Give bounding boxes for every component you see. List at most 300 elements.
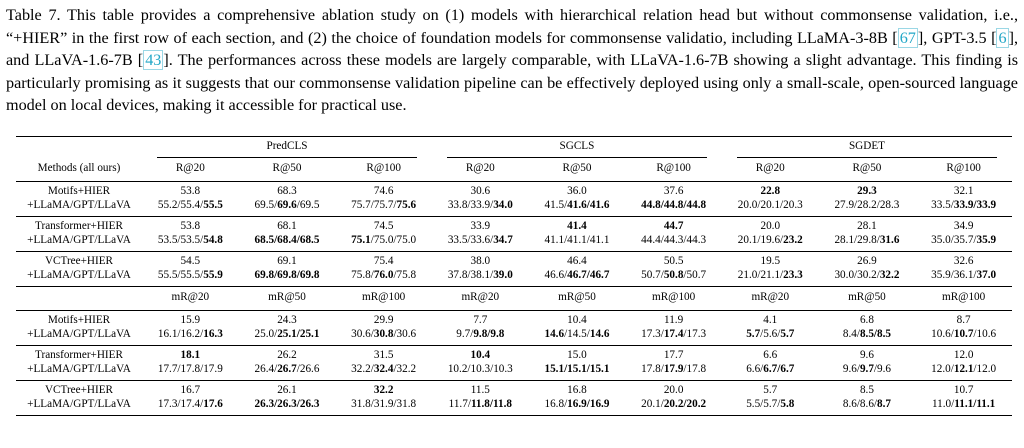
value-text: 29.9 xyxy=(373,314,394,326)
value-text: 68.3 xyxy=(277,185,297,197)
value-bold: 76.0 xyxy=(373,268,394,281)
validated-values xyxy=(336,328,431,342)
value-text: 8.5 xyxy=(859,384,874,396)
base-value xyxy=(723,255,818,269)
method-variant-name: +LLaMA/GPT/LLaVA xyxy=(27,327,131,340)
base-value xyxy=(820,314,915,328)
method-name-cell xyxy=(16,216,142,251)
validated-values xyxy=(626,234,721,248)
value-text: 37.6 xyxy=(663,185,684,197)
value-bold: 69.6 xyxy=(277,198,297,211)
value-bold: 32.2 xyxy=(373,384,394,396)
table-cell xyxy=(625,181,722,216)
methods-header-cell xyxy=(16,286,142,310)
validated-values xyxy=(433,199,528,213)
base-value xyxy=(143,255,238,269)
validated-values xyxy=(433,234,528,248)
validated-values xyxy=(820,234,915,248)
value-text: 20.1/19.6/ xyxy=(737,233,784,246)
value-bold: 8.5/8.5 xyxy=(859,327,892,340)
validated-values xyxy=(433,398,528,412)
method-variant-name: +LLaMA/GPT/LLaVA xyxy=(27,397,131,410)
value-text: 33.8/33.9/ xyxy=(447,198,494,211)
value-bold: 75.6 xyxy=(396,198,417,211)
validated-values xyxy=(626,363,721,377)
value-bold: 44.8/44.8/44.8 xyxy=(641,198,707,211)
value-bold: 34.7 xyxy=(493,233,513,246)
value-bold: 20.2/20.2 xyxy=(663,397,707,410)
value-bold: 29.3 xyxy=(857,185,877,197)
method-name-cell xyxy=(16,345,142,380)
value-text: 12.0/ xyxy=(931,362,954,375)
metric-header: mR@50 xyxy=(819,286,916,310)
value-text: 6.6 xyxy=(763,349,778,361)
metric-header: R@50 xyxy=(529,158,626,182)
metric-header: mR@100 xyxy=(915,286,1012,310)
table-cell xyxy=(529,345,626,380)
table-row xyxy=(16,181,1012,216)
value-text: 32.6 xyxy=(953,255,974,267)
validated-values xyxy=(240,398,335,412)
base-value xyxy=(723,220,818,234)
value-bold: 12.1 xyxy=(953,362,974,375)
table-cell xyxy=(722,251,819,286)
table-cell xyxy=(819,345,916,380)
value-text: 5.7 xyxy=(763,384,778,396)
value-text: 35.0/35.7/ xyxy=(931,233,977,246)
method-name-cell xyxy=(16,310,142,345)
validated-values xyxy=(820,269,915,283)
method-base-name: Motifs+HIER xyxy=(47,314,111,326)
citation-link-llama[interactable]: 67 xyxy=(899,28,916,47)
value-bold: 50.8 xyxy=(663,268,684,281)
table-cell xyxy=(722,345,819,380)
base-value xyxy=(530,384,625,398)
value-bold: 11.1/11.1 xyxy=(954,397,996,410)
value-text: 21.0/21.1/ xyxy=(737,268,784,281)
base-value xyxy=(530,255,625,269)
validated-values xyxy=(820,398,915,412)
table-cell xyxy=(335,251,432,286)
value-text: 10.4 xyxy=(567,314,587,326)
metric-header: mR@50 xyxy=(239,286,336,310)
metric-header: mR@50 xyxy=(529,286,626,310)
value-bold: 6.7/6.7 xyxy=(763,362,795,375)
table-cell xyxy=(335,216,432,251)
base-value xyxy=(336,255,431,269)
value-text: 33.5/33.6/ xyxy=(447,233,494,246)
metric-header: R@100 xyxy=(915,158,1012,182)
value-text: /75.8 xyxy=(393,268,417,281)
value-bold: 55.5 xyxy=(203,198,223,211)
base-value xyxy=(240,220,335,234)
base-value xyxy=(240,255,335,269)
table-cell xyxy=(915,216,1012,251)
validated-values xyxy=(530,234,625,248)
table-cell xyxy=(239,181,336,216)
metric-header: R@100 xyxy=(335,158,432,182)
method-name-cell xyxy=(16,251,142,286)
value-text: 6.8 xyxy=(859,314,874,326)
value-bold: 32.2 xyxy=(879,268,900,281)
validated-values xyxy=(530,269,625,283)
value-text: 17.7/17.8/17.9 xyxy=(157,362,223,375)
value-bold: 18.1 xyxy=(180,349,201,361)
validated-values xyxy=(723,398,818,412)
value-text: /12.0 xyxy=(973,362,997,375)
value-text: 74.6 xyxy=(373,185,394,197)
table-cell xyxy=(529,216,626,251)
method-variant-name: +LLaMA/GPT/LLaVA xyxy=(27,198,131,211)
value-text: 25.0/ xyxy=(254,327,278,340)
validated-values xyxy=(626,269,721,283)
value-text: 9.7/ xyxy=(456,327,474,340)
value-text: 19.5 xyxy=(760,255,781,267)
validated-values xyxy=(240,363,335,377)
validated-values xyxy=(336,199,431,213)
table-cell xyxy=(142,251,239,286)
table-row xyxy=(16,345,1012,380)
metric-header: R@20 xyxy=(142,158,239,182)
base-value xyxy=(336,349,431,363)
table-cell xyxy=(625,345,722,380)
value-text: 54.5 xyxy=(180,255,201,267)
table-cell xyxy=(432,216,529,251)
value-bold: 10.7 xyxy=(953,327,974,340)
value-text: 16.1/16.2/ xyxy=(157,327,204,340)
value-text: 33.5/ xyxy=(931,198,954,211)
base-value xyxy=(916,185,1011,199)
value-text: 8.4/ xyxy=(842,327,860,340)
value-text: /30.6 xyxy=(393,327,417,340)
base-value xyxy=(723,185,818,199)
metric-header: R@20 xyxy=(722,158,819,182)
metric-header: R@100 xyxy=(625,158,722,182)
validated-values xyxy=(820,199,915,213)
value-text: /69.5 xyxy=(296,198,320,211)
value-text: /75.0/75.0 xyxy=(370,233,417,246)
value-text: 69.5/ xyxy=(254,198,278,211)
validated-values xyxy=(530,199,625,213)
value-text: 55.2/55.4/ xyxy=(157,198,204,211)
value-bold: 8.7 xyxy=(877,397,892,410)
value-bold: 26.3/26.3/26.3 xyxy=(254,397,320,410)
base-value xyxy=(433,384,528,398)
base-value xyxy=(143,314,238,328)
base-value xyxy=(723,314,818,328)
base-value xyxy=(820,384,915,398)
value-bold: 17.4 xyxy=(663,327,684,340)
validated-values xyxy=(820,328,915,342)
metric-header: mR@20 xyxy=(722,286,819,310)
method-base-name: Transformer+HIER xyxy=(35,349,123,361)
value-text: 46.4 xyxy=(567,255,587,267)
value-text: 6.6/ xyxy=(746,362,764,375)
method-base-name: VCTree+HIER xyxy=(44,384,114,396)
table-cell xyxy=(432,251,529,286)
value-bold: 15.1/15.1/15.1 xyxy=(544,362,610,375)
value-bold: 41.4 xyxy=(567,220,587,232)
group-header-predcls: PredCLS xyxy=(142,137,432,158)
value-text: 41.1/41.1/41.1 xyxy=(544,233,610,246)
base-value xyxy=(143,185,238,199)
validated-values xyxy=(240,199,335,213)
recall-metric-header-row xyxy=(16,158,1012,182)
citation-link-llava[interactable]: 43 xyxy=(145,51,162,69)
value-text: 8.6/8.6/ xyxy=(842,397,878,410)
ablation-table xyxy=(16,136,1012,416)
value-text: 27.9/28.2/28.3 xyxy=(834,198,900,211)
base-value xyxy=(336,220,431,234)
value-text: /50.7 xyxy=(683,268,707,281)
value-bold: 17.6 xyxy=(203,397,223,410)
value-text: 32.2/ xyxy=(351,362,374,375)
value-bold: 5.7 xyxy=(746,327,761,340)
value-bold: 54.8 xyxy=(203,233,223,246)
table-cell xyxy=(335,310,432,345)
table-cell xyxy=(529,310,626,345)
table-cell xyxy=(722,216,819,251)
base-value xyxy=(530,314,625,328)
value-bold: 41.6/41.6 xyxy=(567,198,610,211)
validated-values xyxy=(143,269,238,283)
value-bold: 5.8 xyxy=(780,397,795,410)
table-cell xyxy=(335,181,432,216)
method-base-name: Motifs+HIER xyxy=(47,185,111,197)
value-text: 75.8/ xyxy=(351,268,374,281)
value-text: 17.8/ xyxy=(641,362,664,375)
base-value xyxy=(626,314,721,328)
validated-values xyxy=(723,234,818,248)
value-text: 35.9/36.1/ xyxy=(931,268,977,281)
value-bold: 34.0 xyxy=(493,198,513,211)
value-text: 26.1 xyxy=(277,384,297,396)
validated-values xyxy=(626,328,721,342)
value-text: 37.8/38.1/ xyxy=(447,268,494,281)
value-text: 38.0 xyxy=(470,255,491,267)
citation-link-gpt[interactable]: 6 xyxy=(998,28,1007,47)
value-text: 9.6 xyxy=(859,349,874,361)
value-bold: 10.4 xyxy=(470,349,491,361)
mean-recall-metric-header-row xyxy=(16,286,1012,310)
validated-values xyxy=(626,199,721,213)
value-text: 50.7/ xyxy=(641,268,664,281)
value-text: 31.8/31.9/31.8 xyxy=(351,397,417,410)
validated-values xyxy=(530,363,625,377)
validated-values xyxy=(143,234,238,248)
base-value xyxy=(433,314,528,328)
value-text: 75.7/75.7/ xyxy=(351,198,397,211)
validated-values xyxy=(723,363,818,377)
table-cell xyxy=(819,380,916,415)
validated-values xyxy=(433,363,528,377)
validated-values xyxy=(916,363,1011,377)
base-value xyxy=(240,384,335,398)
value-text: 75.4 xyxy=(373,255,394,267)
table-cell xyxy=(142,380,239,415)
validated-values xyxy=(433,328,528,342)
value-text: /5.6/ xyxy=(760,327,781,340)
value-bold: 23.3 xyxy=(783,268,803,281)
base-value xyxy=(433,349,528,363)
base-value xyxy=(820,255,915,269)
base-value xyxy=(626,349,721,363)
value-bold: 44.7 xyxy=(663,220,684,232)
group-header-sgdet: SGDET xyxy=(722,137,1012,158)
table-cell xyxy=(239,216,336,251)
value-text: 36.0 xyxy=(567,185,587,197)
method-base-name: VCTree+HIER xyxy=(44,255,114,267)
value-bold: 55.9 xyxy=(203,268,223,281)
validated-values xyxy=(143,363,238,377)
base-value xyxy=(336,185,431,199)
table-caption xyxy=(6,4,1018,117)
method-variant-name: +LLaMA/GPT/LLaVA xyxy=(27,362,131,375)
caption-text-2: ], GPT-3.5 [ xyxy=(917,28,997,47)
base-value xyxy=(143,349,238,363)
base-value xyxy=(916,255,1011,269)
validated-values xyxy=(143,199,238,213)
value-bold: 37.0 xyxy=(976,268,997,281)
method-name-cell xyxy=(16,380,142,415)
metric-header: R@50 xyxy=(819,158,916,182)
method-variant-name: +LLaMA/GPT/LLaVA xyxy=(27,268,131,281)
table-row xyxy=(16,380,1012,415)
value-text: /9.6 xyxy=(873,362,892,375)
value-text: 50.5 xyxy=(663,255,684,267)
value-text: 24.3 xyxy=(277,314,297,326)
value-text: 17.3/ xyxy=(641,327,664,340)
value-bold: 9.7 xyxy=(859,362,874,375)
validated-values xyxy=(433,269,528,283)
value-bold: 11.8/11.8 xyxy=(470,397,512,410)
value-text: 30.0/30.2/ xyxy=(834,268,880,281)
value-bold: 22.8 xyxy=(760,185,781,197)
table-cell xyxy=(625,380,722,415)
base-value xyxy=(723,384,818,398)
table-cell xyxy=(915,181,1012,216)
value-bold: 46.7/46.7 xyxy=(567,268,610,281)
value-bold: 14.6 xyxy=(544,327,565,340)
value-bold: 26.7 xyxy=(277,362,297,375)
base-value xyxy=(820,220,915,234)
value-text: 46.6/ xyxy=(544,268,568,281)
method-variant-name: +LLaMA/GPT/LLaVA xyxy=(27,233,131,246)
value-text: 28.1 xyxy=(857,220,877,232)
value-text: 34.9 xyxy=(953,220,974,232)
value-text: 31.5 xyxy=(373,349,394,361)
value-text: 7.7 xyxy=(473,314,488,326)
value-text: 16.8 xyxy=(567,384,587,396)
table-cell xyxy=(335,380,432,415)
value-text: 15.9 xyxy=(180,314,201,326)
table-cell xyxy=(239,310,336,345)
value-bold: 32.4 xyxy=(373,362,394,375)
metric-header: mR@100 xyxy=(625,286,722,310)
validated-values xyxy=(240,328,335,342)
value-bold: 68.5/68.4/68.5 xyxy=(254,233,320,246)
table-cell xyxy=(529,181,626,216)
table-cell xyxy=(142,181,239,216)
metric-header: R@20 xyxy=(432,158,529,182)
validated-values xyxy=(626,398,721,412)
caption-text-3: ], and LLaVA-1.6-7B [ xyxy=(6,28,1019,69)
value-text: /17.8 xyxy=(683,362,707,375)
value-text: /26.6 xyxy=(296,362,320,375)
validated-values xyxy=(723,199,818,213)
value-bold: 5.7 xyxy=(780,327,795,340)
value-text: 26.4/ xyxy=(254,362,278,375)
base-value xyxy=(626,384,721,398)
table-cell xyxy=(819,181,916,216)
value-text: 11.5 xyxy=(470,384,490,396)
value-bold: 23.2 xyxy=(783,233,803,246)
table-cell xyxy=(142,345,239,380)
table-cell xyxy=(915,345,1012,380)
value-text: 4.1 xyxy=(763,314,778,326)
table-cell xyxy=(722,310,819,345)
metric-header: mR@100 xyxy=(335,286,432,310)
base-value xyxy=(433,220,528,234)
value-text: 17.3/17.4/ xyxy=(157,397,204,410)
table-cell xyxy=(819,216,916,251)
value-text: 20.0 xyxy=(663,384,684,396)
value-bold: 39.0 xyxy=(493,268,513,281)
group-header-empty xyxy=(16,137,142,158)
base-value xyxy=(723,349,818,363)
table-cell xyxy=(335,345,432,380)
validated-values xyxy=(723,269,818,283)
validated-values xyxy=(916,328,1011,342)
value-text: 9.6/ xyxy=(842,362,860,375)
table-cell xyxy=(529,380,626,415)
value-text: 20.1/ xyxy=(641,397,664,410)
method-name-cell xyxy=(16,181,142,216)
value-text: /10.6 xyxy=(973,327,997,340)
base-value xyxy=(626,220,721,234)
value-text: 26.9 xyxy=(857,255,877,267)
value-bold: 30.8 xyxy=(373,327,394,340)
value-text: 68.1 xyxy=(277,220,297,232)
base-value xyxy=(240,349,335,363)
validated-values xyxy=(916,199,1011,213)
value-bold: 17.9 xyxy=(663,362,684,375)
base-value xyxy=(626,185,721,199)
value-text: 53.5/53.5/ xyxy=(157,233,204,246)
value-text: /14.5/ xyxy=(564,327,590,340)
validated-values xyxy=(336,398,431,412)
value-text: 30.6 xyxy=(470,185,491,197)
base-value xyxy=(916,384,1011,398)
base-value xyxy=(433,255,528,269)
value-text: 30.6/ xyxy=(351,327,374,340)
table-cell xyxy=(142,216,239,251)
table-cell xyxy=(819,251,916,286)
value-text: 28.1/29.8/ xyxy=(834,233,880,246)
validated-values xyxy=(530,398,625,412)
value-text: 11.9 xyxy=(664,314,684,326)
value-bold: 33.9/33.9 xyxy=(953,198,997,211)
value-bold: 35.9 xyxy=(976,233,997,246)
metric-header: R@50 xyxy=(239,158,336,182)
validated-values xyxy=(336,363,431,377)
base-value xyxy=(240,314,335,328)
value-text: 69.1 xyxy=(277,255,297,267)
validated-values xyxy=(916,269,1011,283)
base-value xyxy=(530,185,625,199)
table-cell xyxy=(432,310,529,345)
group-header-row xyxy=(16,137,1012,158)
